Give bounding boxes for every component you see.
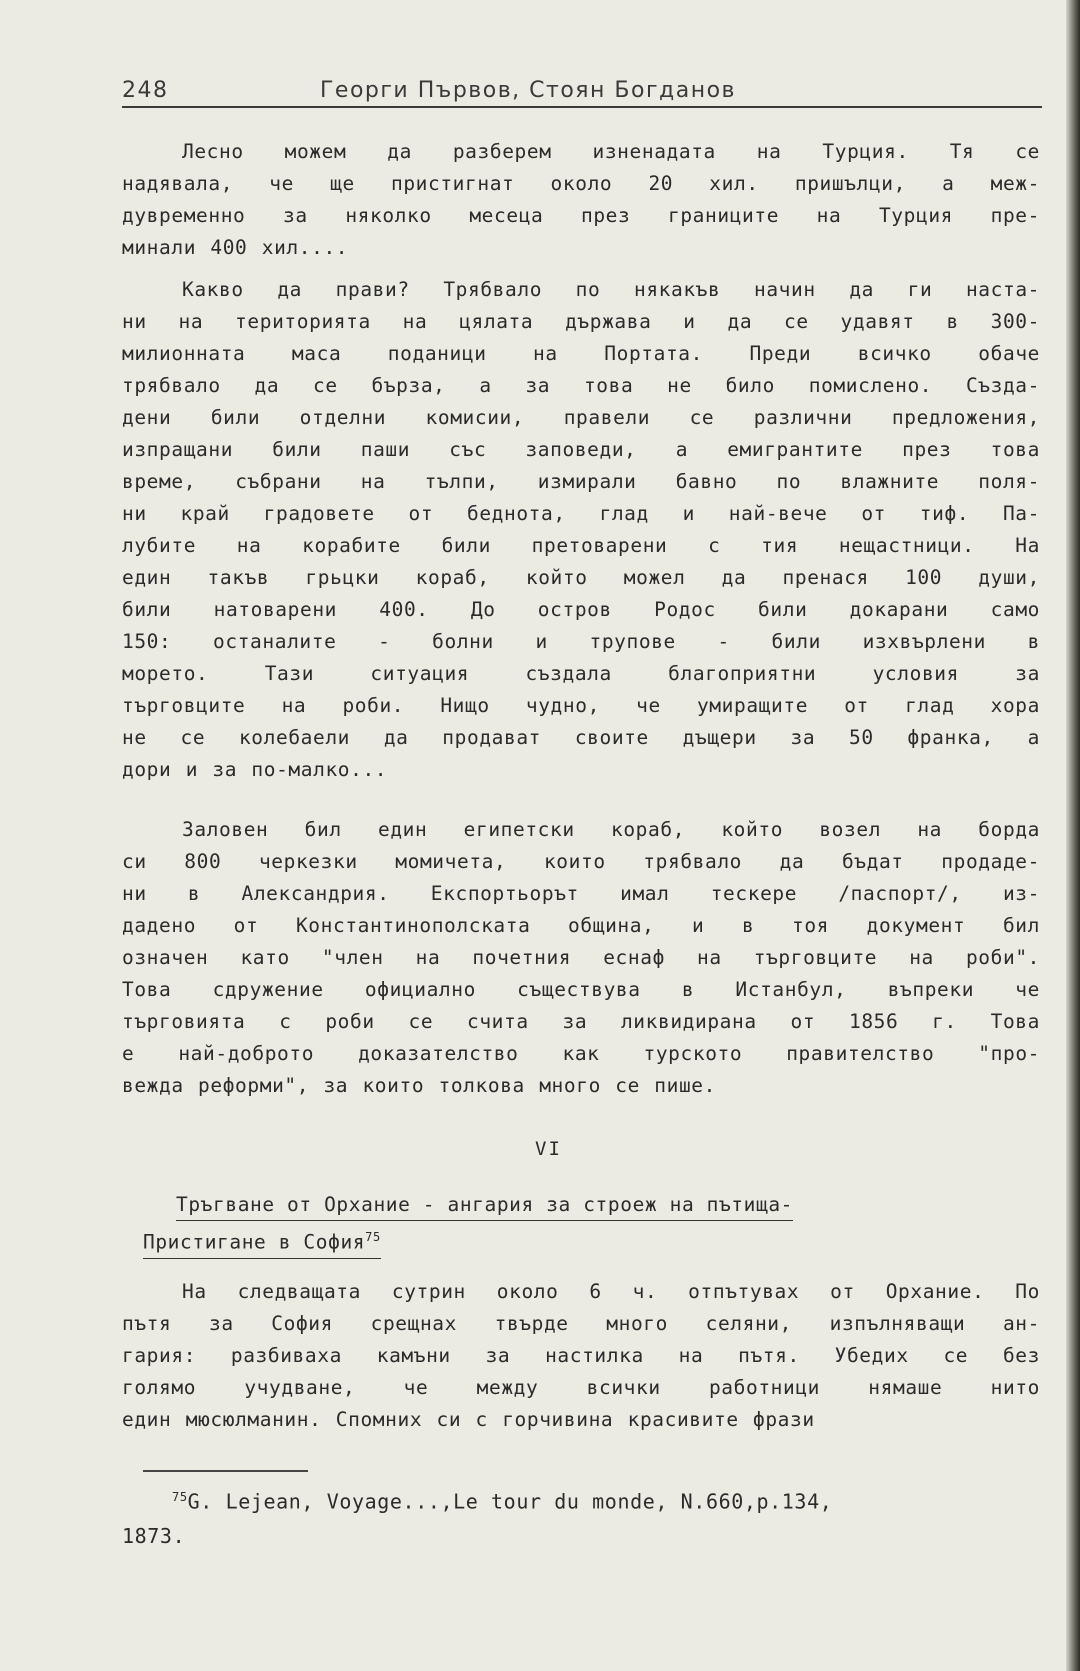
text-line: минали 400 хил.... — [122, 236, 349, 259]
page-number: 248 — [122, 78, 169, 103]
section-title-line-2 — [143, 1222, 381, 1259]
text-line: морето. Тази ситуация създала благоприятни условия за — [122, 662, 1040, 685]
text-line: дени били отделни комисии, правели се различни предложения, — [122, 406, 1040, 429]
paragraph-3 — [122, 814, 1040, 1102]
text-line: Какво да прави? Трябвало по някакъв начин да ги наста- — [182, 278, 1040, 301]
text-line: означен като "член на почетния еснаф на търговците на роби". — [122, 946, 1040, 969]
text-line: дадено от Константинополската община, и в тоя документ бил — [122, 914, 1040, 937]
text-line: пътя за София срещнах твърде много селяни, изпълняващи ан- — [122, 1312, 1040, 1335]
text-line: голямо учудване, че между всички работници нямаше нито — [122, 1376, 1040, 1399]
text-line: не се колебаели да продават своите дъщери за 50 франка, а — [122, 726, 1040, 749]
footnote-line-1 — [122, 1480, 1040, 1519]
text-line: 150: останалите - болни и трупове - били изхвърлени в — [122, 630, 1040, 653]
text-line: един мюсюлманин. Спомних си с горчивина красивите фрази — [122, 1408, 815, 1431]
text-line: били натоварени 400. До остров Родос били докарани само — [122, 598, 1040, 621]
text-line: е най-доброто доказателство как турското правителство "про- — [122, 1042, 1040, 1065]
text-line: Това сдружение официално съществува в Истанбул, въпреки че — [122, 978, 1040, 1001]
text-line: Заловен бил един египетски кораб, който возел на борда — [182, 818, 1040, 841]
running-title: Георги Първов, Стоян Богданов — [320, 78, 737, 103]
footnote-line-2: 1873. — [122, 1523, 186, 1548]
section-title-text: Пристигане в София — [143, 1230, 366, 1254]
text-line: Лесно можем да разберем изненадата на Турция. Тя се — [182, 140, 1040, 163]
paragraph-2 — [122, 274, 1040, 786]
text-line: ни край градовете от беднота, глад и най-вече от тиф. Па- — [122, 502, 1040, 525]
text-line: дувременно за няколко месеца през границите на Турция пре- — [122, 204, 1040, 227]
text-line: изпращани били паши със заповеди, а емигрантите през това — [122, 438, 1040, 461]
text-line: време, събрани на тълпи, измирали бавно по влажните поля- — [122, 470, 1040, 493]
text-line: дори и за по-малко... — [122, 758, 388, 781]
footnote-divider — [143, 1470, 308, 1472]
paragraph-4 — [122, 1276, 1040, 1436]
text-line: На следващата сутрин около 6 ч. отпътувах от Орхание. По — [182, 1280, 1040, 1303]
text-line: милионната маса поданици на Портата. Преди всичко обаче — [122, 342, 1040, 365]
text-line: вежда реформи", за които толкова много се пише. — [122, 1074, 716, 1097]
paragraph-1 — [122, 136, 1040, 264]
page-edge — [1066, 0, 1080, 1671]
text-line: трябвало да се бърза, а за това не било помислено. Създа- — [122, 374, 1040, 397]
text-line: си 800 черкезки момичета, които трябвало да бъдат продаде- — [122, 850, 1040, 873]
text-line: гария: разбиваха камъни за настилка на пътя. Убедих се без — [122, 1344, 1040, 1367]
text-line: ни на територията на цялата държава и да се удавят в 300- — [122, 310, 1040, 333]
footnote-number: 75 — [172, 1490, 188, 1504]
section-number: VI — [535, 1138, 562, 1160]
text-line: търговците на роби. Нищо чудно, че умиращите от глад хора — [122, 694, 1040, 717]
text-line: търговията с роби се счита за ликвидирана от 1856 г. Това — [122, 1010, 1040, 1033]
footnote — [122, 1480, 1040, 1553]
section-title-line-1: Тръгване от Орхание - ангария за строеж на пътища- — [176, 1190, 793, 1221]
text-line: лубите на корабите били претоварени с тия нещастници. На — [122, 534, 1040, 557]
page-header — [122, 74, 1042, 108]
text-line: ни в Александрия. Експортьорът имал тескере /паспорт/, из- — [122, 882, 1040, 905]
text-line: един такъв грьцки кораб, който можел да пренася 100 души, — [122, 566, 1040, 589]
text-line: надявала, че ще пристигнат около 20 хил. пришълци, а меж- — [122, 172, 1040, 195]
footnote-reference: 75 — [365, 1230, 381, 1244]
footnote-text: G. Lejean, Voyage...,Le tour du monde, N.660,p.134, — [187, 1489, 833, 1514]
